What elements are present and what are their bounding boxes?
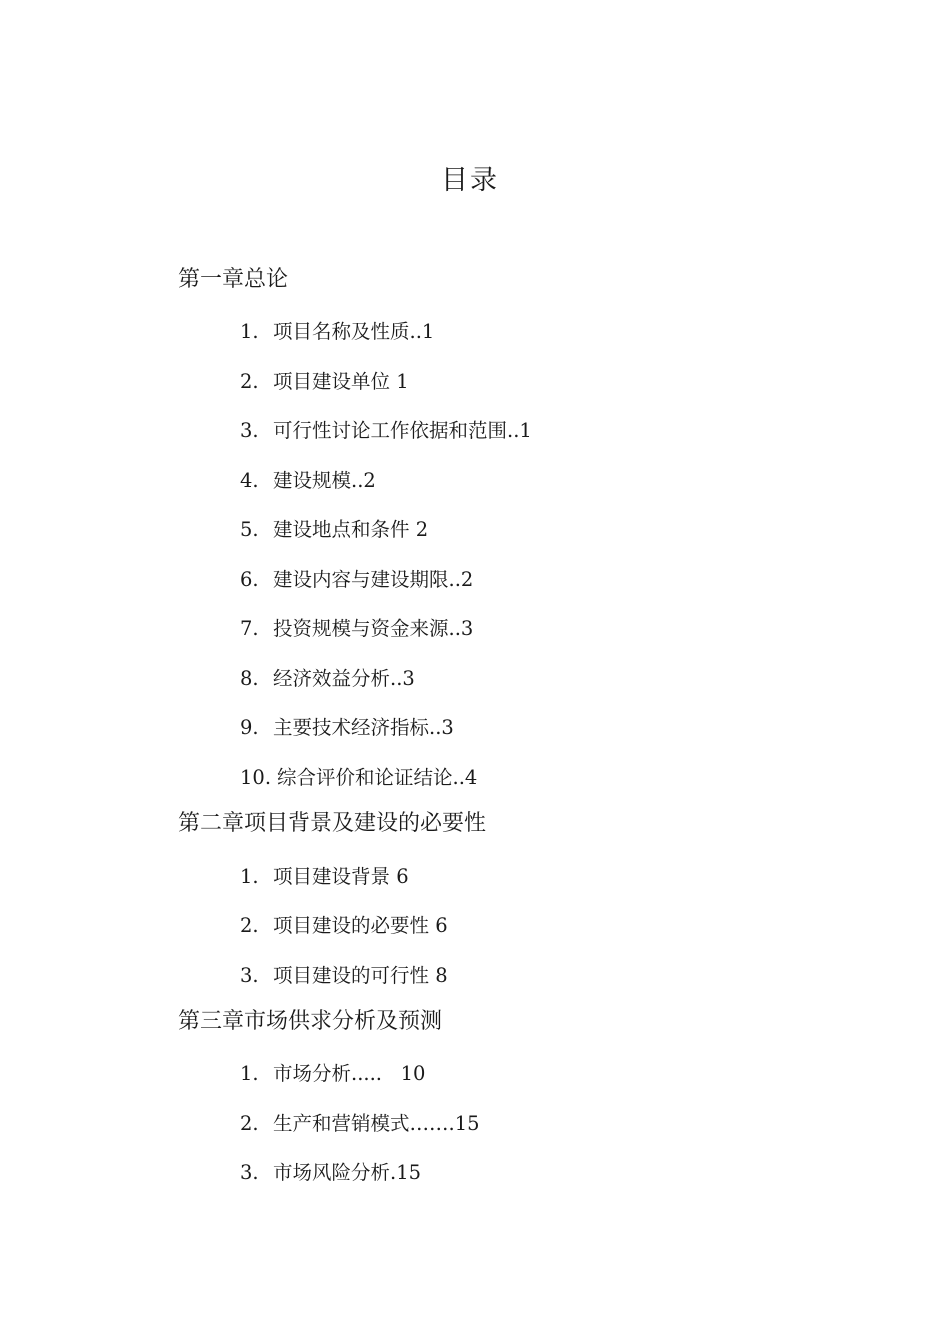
toc-entry-number: 1.	[240, 865, 259, 888]
toc-entry	[240, 1108, 480, 1136]
toc-entry-text: 建设内容与建设期限..2	[273, 568, 474, 591]
toc-entry	[240, 564, 473, 592]
toc-entry	[240, 514, 428, 542]
toc-entry-text: 经济效益分析..3	[273, 667, 415, 690]
toc-entry	[240, 861, 409, 889]
toc-entry-number: 1.	[240, 1062, 259, 1085]
toc-entry	[240, 910, 448, 938]
toc-entry-text: 建设地点和条件 2	[273, 518, 429, 541]
toc-entry	[240, 415, 532, 443]
toc-entry	[240, 613, 473, 641]
toc-entry-number: 2.	[240, 370, 259, 393]
toc-entry	[240, 712, 454, 740]
toc-entry-number: 9.	[240, 716, 259, 739]
toc-entry-text: 生产和营销模式…….15	[273, 1112, 480, 1135]
toc-entry-text: 可行性讨论工作依据和范围..1	[273, 419, 532, 442]
toc-entry	[240, 316, 434, 344]
toc-entry-number: 3.	[240, 1161, 259, 1184]
toc-entry	[240, 1157, 421, 1185]
chapter-heading: 第二章项目背景及建设的必要性	[178, 811, 487, 836]
chapter-heading: 第三章市场供求分析及预测	[178, 1009, 443, 1034]
toc-entry-number: 1.	[240, 320, 259, 343]
toc-entry	[240, 465, 376, 493]
toc-entry-number: 2.	[240, 1112, 259, 1135]
toc-entry-number: 10.	[240, 766, 272, 789]
toc-entry-text: 项目建设的必要性 6	[273, 914, 448, 937]
toc-entry-text: 主要技术经济指标..3	[273, 716, 454, 739]
toc-entry-text: 项目建设背景 6	[273, 865, 409, 888]
toc-entry-text: 项目建设的可行性 8	[273, 964, 448, 987]
toc-entry	[240, 960, 448, 988]
toc-entry-number: 5.	[240, 518, 259, 541]
toc-entry-number: 2.	[240, 914, 259, 937]
toc-entry-number: 3.	[240, 964, 259, 987]
chapter-heading: 第一章总论	[178, 267, 289, 292]
toc-entry-text: 项目名称及性质..1	[273, 320, 435, 343]
toc-entry	[240, 366, 409, 394]
toc-entry-text: 投资规模与资金来源..3	[273, 617, 474, 640]
toc-entry-number: 3.	[240, 419, 259, 442]
toc-entry-text: 项目建设单位 1	[273, 370, 409, 393]
toc-entry	[240, 663, 415, 691]
toc-entry-number: 7.	[240, 617, 259, 640]
toc-entry-text: 综合评价和论证结论..4	[277, 766, 478, 789]
toc-entry	[240, 762, 477, 790]
toc-title: 目录	[441, 165, 499, 196]
toc-entry-number: 6.	[240, 568, 259, 591]
toc-entry-number: 8.	[240, 667, 259, 690]
toc-entry-text: 市场风险分析.15	[273, 1161, 422, 1184]
toc-entry-text: 建设规模..2	[273, 469, 376, 492]
toc-entry	[240, 1058, 425, 1086]
toc-entry-text: 市场分析..... 10	[273, 1062, 426, 1085]
toc-entry-number: 4.	[240, 469, 259, 492]
